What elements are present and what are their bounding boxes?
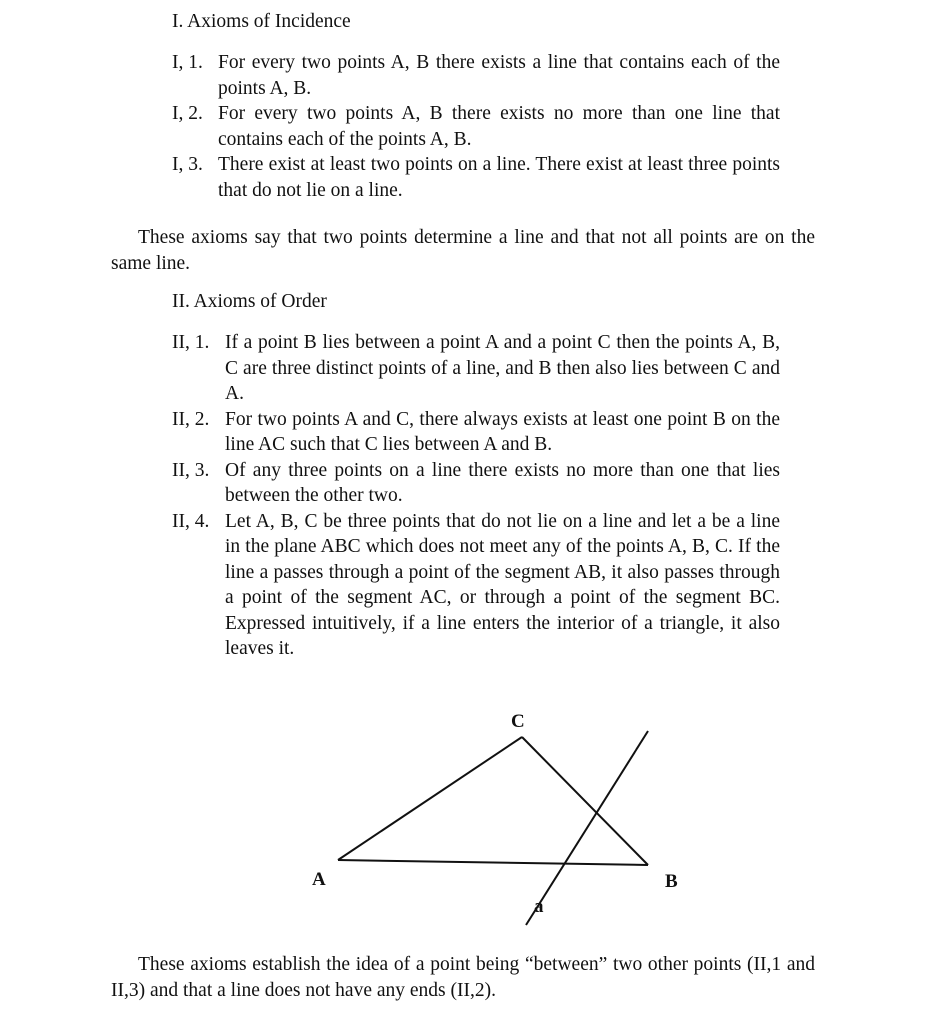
side-ac [338, 737, 522, 860]
axiom-text: For two points A and C, there always exists at least one point B on the line AC such that C lies between A and B. [225, 408, 780, 455]
side-cb [522, 737, 648, 865]
axiom-text: Let A, B, C be three points that do not lie on a line and let a be a line in the plane ABC which does not meet any of the points A, B, C. If the line a passes through a point of the segment AB, it also passes through a point of the segment AC, or through a point of the segment BC. Expressed intuitively, if a line enters the interior of a triangle, it also leaves it. [225, 510, 780, 659]
incidence-heading: I. Axioms of Incidence [172, 11, 351, 32]
axiom-number: I, 3. [172, 154, 203, 175]
axiom-text: For every two points A, B there exists no more than one line that contains each of the points A, B. [218, 103, 780, 150]
axiom-item [172, 101, 780, 152]
axiom-text: Of any three points on a line there exists no more than one that lies between the other two. [225, 459, 780, 506]
axiom-text: There exist at least two points on a line. There exist at least three points that do not lie on a line. [218, 154, 780, 201]
axiom-number: II, 1. [172, 332, 210, 353]
axiom-number: I, 2. [172, 103, 203, 124]
axiom-item [172, 330, 780, 407]
axiom-item [172, 50, 780, 101]
point-b-label: B [665, 871, 678, 892]
axiom-text: If a point B lies between a point A and a point C then the points A, B, C are three distinct points of a line, and B then also lies between C and A. [225, 332, 780, 404]
axiom-number: II, 3. [172, 459, 210, 481]
axiom-item [172, 458, 780, 509]
point-c-label: C [511, 711, 525, 732]
axiom-item [172, 509, 780, 662]
triangle-figure [300, 705, 700, 935]
closing-paragraph [111, 952, 815, 1003]
incidence-axiom-list [172, 50, 780, 203]
axiom-number: I, 1. [172, 52, 203, 73]
axiom-number: II, 2. [172, 408, 210, 430]
order-axiom-list [172, 330, 780, 662]
side-ab [338, 860, 648, 865]
incidence-summary-paragraph [111, 225, 815, 276]
order-heading: II. Axioms of Order [172, 291, 327, 312]
axiom-item [172, 152, 780, 203]
paragraph-text: These axioms establish the idea of a point being “between” two other points (II,1 and II,3) and that a line does not have any ends (II,2). [111, 954, 815, 1001]
axiom-item [172, 407, 780, 458]
axiom-text: For every two points A, B there exists a line that contains each of the points A, B. [218, 52, 780, 99]
point-a-label: A [312, 869, 326, 890]
paragraph-text: These axioms say that two points determine a line and that not all points are on the same line. [111, 227, 815, 274]
axiom-number: II, 4. [172, 510, 210, 532]
line-a-label: a [534, 896, 544, 917]
